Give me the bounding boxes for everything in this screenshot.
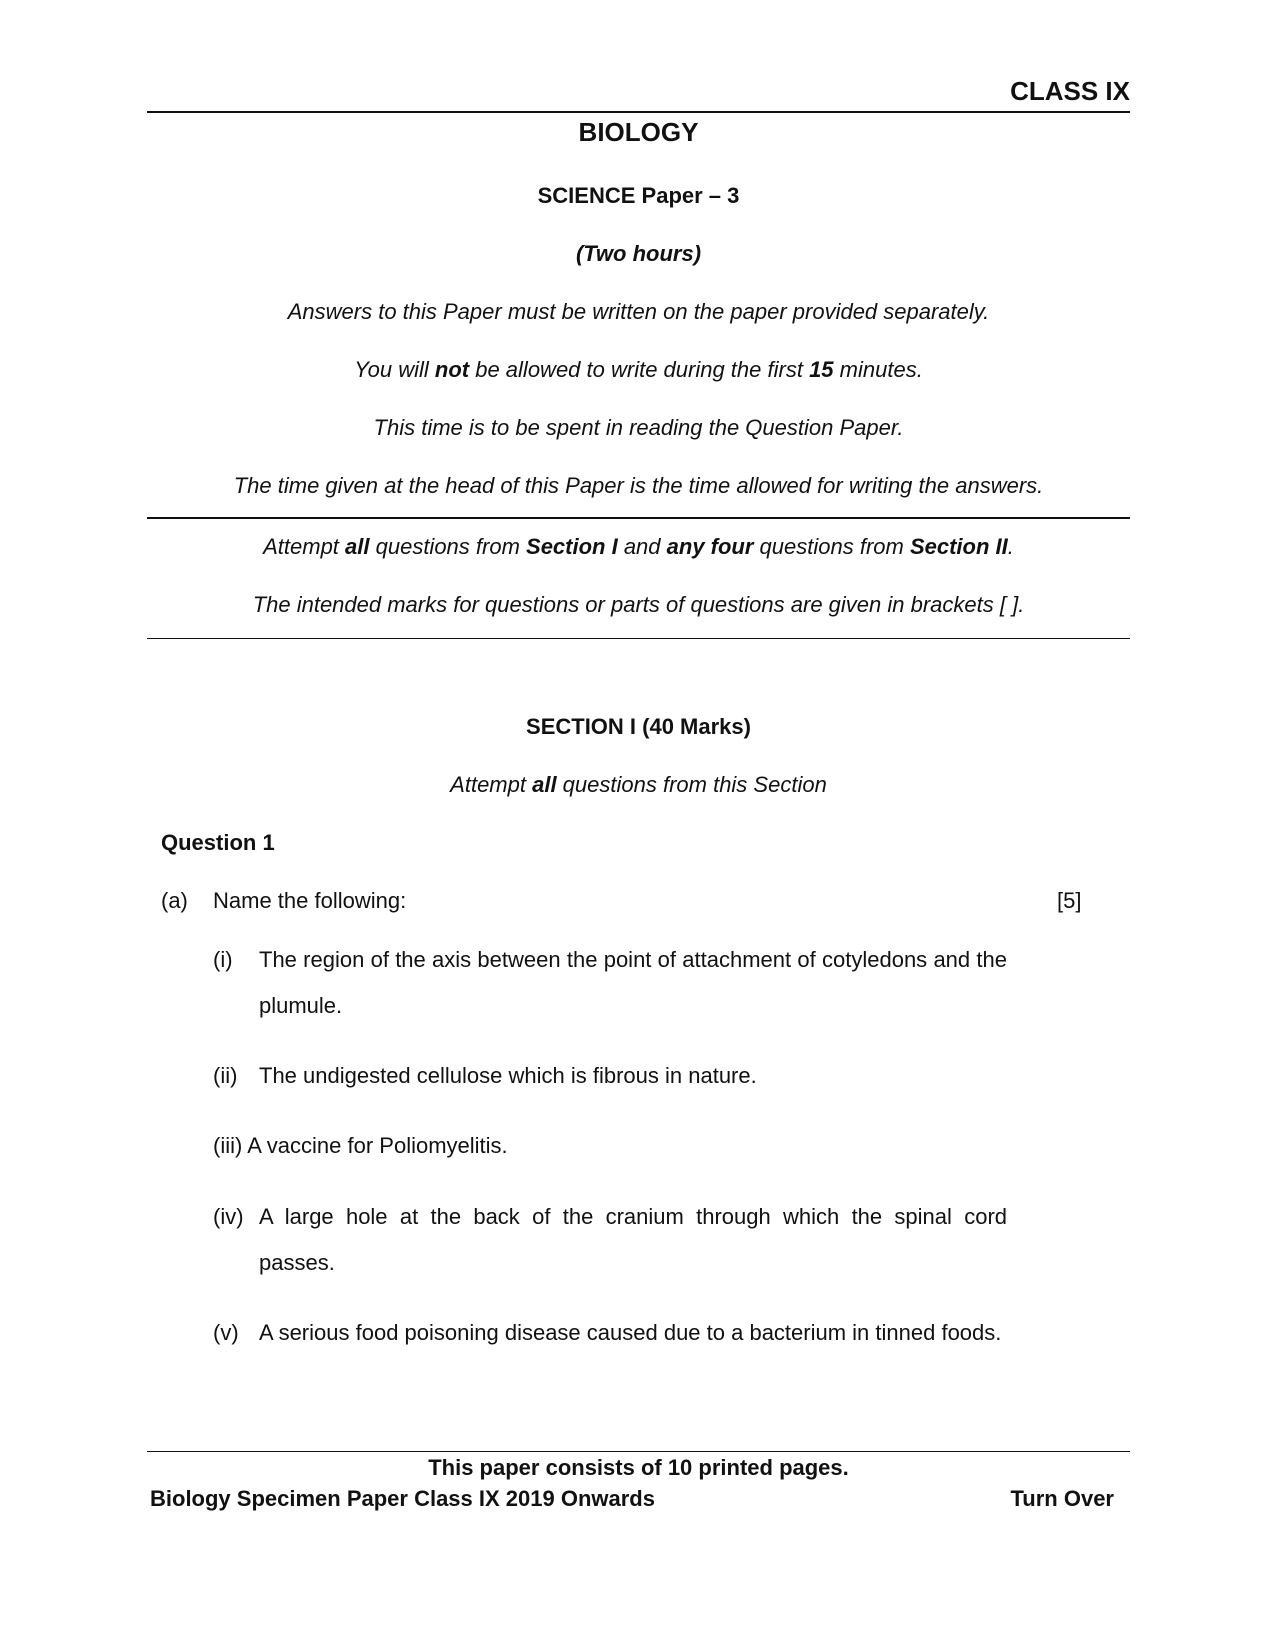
item-text: The undigested cellulose which is fibrous in nature. [259,1063,757,1088]
duration: (Two hours) [575,241,702,266]
question-part-text: Name the following: [213,888,407,913]
list-item [213,1194,1007,1286]
item-text: A large hole at the back of the cranium through which the spinal cord passes. [259,1204,1007,1275]
instruction-reading-purpose: This time is to be spent in reading the Question Paper. [373,415,904,440]
instruction-attempt [147,534,1130,560]
section-note [147,772,1130,798]
text: You will [354,357,435,382]
item-number: (v) [213,1320,239,1345]
item-number: (i) [213,947,233,972]
text: Attempt [450,772,533,797]
text: and [617,534,667,559]
section-heading: SECTION I (40 Marks) [526,714,751,739]
subject-title: BIOLOGY [578,117,699,147]
question-marks: [5] [1057,888,1082,913]
item-number: (iii) [213,1133,243,1158]
emphasis: all [532,772,557,797]
list-item [213,1310,1007,1356]
footer-right: Turn Over [1010,1486,1114,1511]
question-part-label: (a) [161,888,188,913]
section-rule [147,638,1130,639]
list-item [213,1053,1007,1099]
item-number: (iv) [213,1204,244,1229]
instruction-time-allowed: The time given at the head of this Paper is the time allowed for writing the answers. [233,473,1044,498]
emphasis: not [434,357,470,382]
text: minutes. [833,357,923,382]
emphasis: 15 [809,357,834,382]
text: be allowed to write during the first [469,357,810,382]
pages-note: This paper consists of 10 printed pages. [428,1455,849,1480]
emphasis: any four [666,534,754,559]
item-text: A vaccine for Poliomyelitis. [247,1133,508,1158]
instruction-marks: The intended marks for questions or parts of questions are given in brackets [ ]. [252,592,1025,617]
emphasis: Section I [526,534,618,559]
class-label: CLASS IX [1010,76,1130,106]
item-text: A serious food poisoning disease caused due to a bacterium in tinned foods. [259,1320,1002,1345]
list-item [213,1123,1007,1169]
instruction-answers: Answers to this Paper must be written on the paper provided separately. [287,299,990,324]
footer-rule [147,1451,1130,1452]
footer-left: Biology Specimen Paper Class IX 2019 Onwards [150,1486,655,1511]
text: questions from [369,534,527,559]
text: questions from this Section [556,772,827,797]
paper-title: SCIENCE Paper – 3 [537,183,740,208]
item-number: (ii) [213,1063,238,1088]
instructions-rule [147,517,1130,519]
question-title: Question 1 [161,830,275,855]
text: questions from [753,534,910,559]
emphasis: Section II [909,534,1008,559]
emphasis: all [345,534,370,559]
text: . [1007,534,1014,559]
text: Attempt [263,534,346,559]
list-item [213,937,1007,1029]
item-text: The region of the axis between the point of attachment of cotyledons and the plumule. [259,947,1007,1018]
header-rule [147,111,1130,113]
instruction-reading-time [147,357,1130,383]
